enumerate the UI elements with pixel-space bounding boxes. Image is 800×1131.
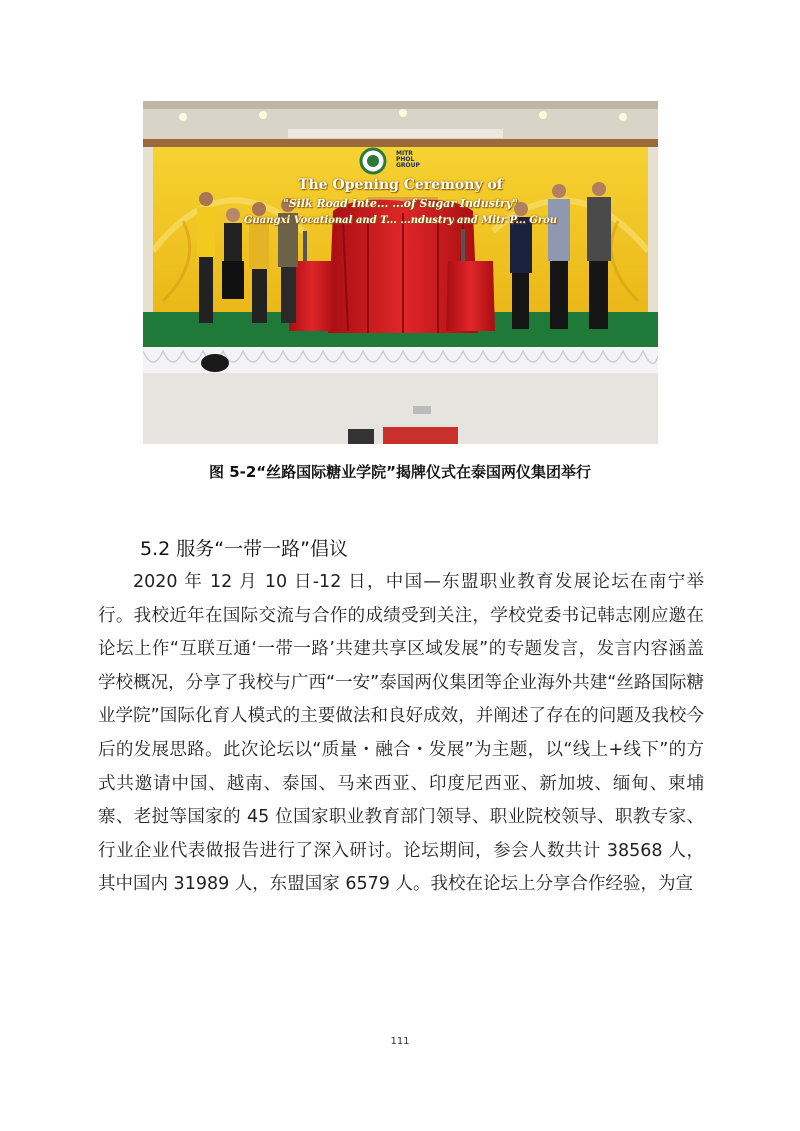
- banner-organizers: Guangxi Vocational and T... ...ndustry and Mitr P... Grou: [243, 215, 558, 226]
- mitr-phol-logo: MITR PHOL GROUP: [396, 150, 420, 169]
- section-heading: 5.2 服务“一带一路”倡议: [140, 538, 348, 560]
- paragraph: 2020 年 12 月 10 日-12 日，中国—东盟职业教育发展论坛在南宁举行。我校近年在国际交流与合作的成绩受到关注，学校党委书记韩志刚应邀在论坛上作“互联互通‘一带一路’共建共享区域发展”的专题发言，发言内容涵盖学校概况，分享了我校与广西“一安”泰国两仪集团等企业海外共建“丝路国际糖业学院”国际化育人模式的主要做法和良好成效，并阐述了存在的问题及我校今后的发展思路。此次论坛以“质量・融合・发展”为主题，以“线上+线下”的方式共邀请中国、越南、泰国、马来西亚、印度尼西亚、新加坡、缅甸、柬埔寨、老挝等国家的 45 位国家职业教育部门领导、职业院校领导、职教专家、行业企业代表做报告进行了深入研讨。论坛期间，参会人数共计 38568 人，其中国内 31989 人，东盟国家 6579 人。我校在论坛上分享合作经验，为宣: [98, 572, 704, 895]
- page-number: 111: [390, 1036, 410, 1047]
- figure-caption: 图 5-2“丝路国际糖业学院”揭牌仪式在泰国两仪集团举行: [208, 463, 592, 481]
- banner-subtitle: "Silk Road Inte... ...of Sugar Industry": [283, 197, 518, 210]
- ceremony-photo: [143, 101, 658, 444]
- body-text: [98, 566, 704, 902]
- banner-title: The Opening Ceremony of: [298, 177, 503, 193]
